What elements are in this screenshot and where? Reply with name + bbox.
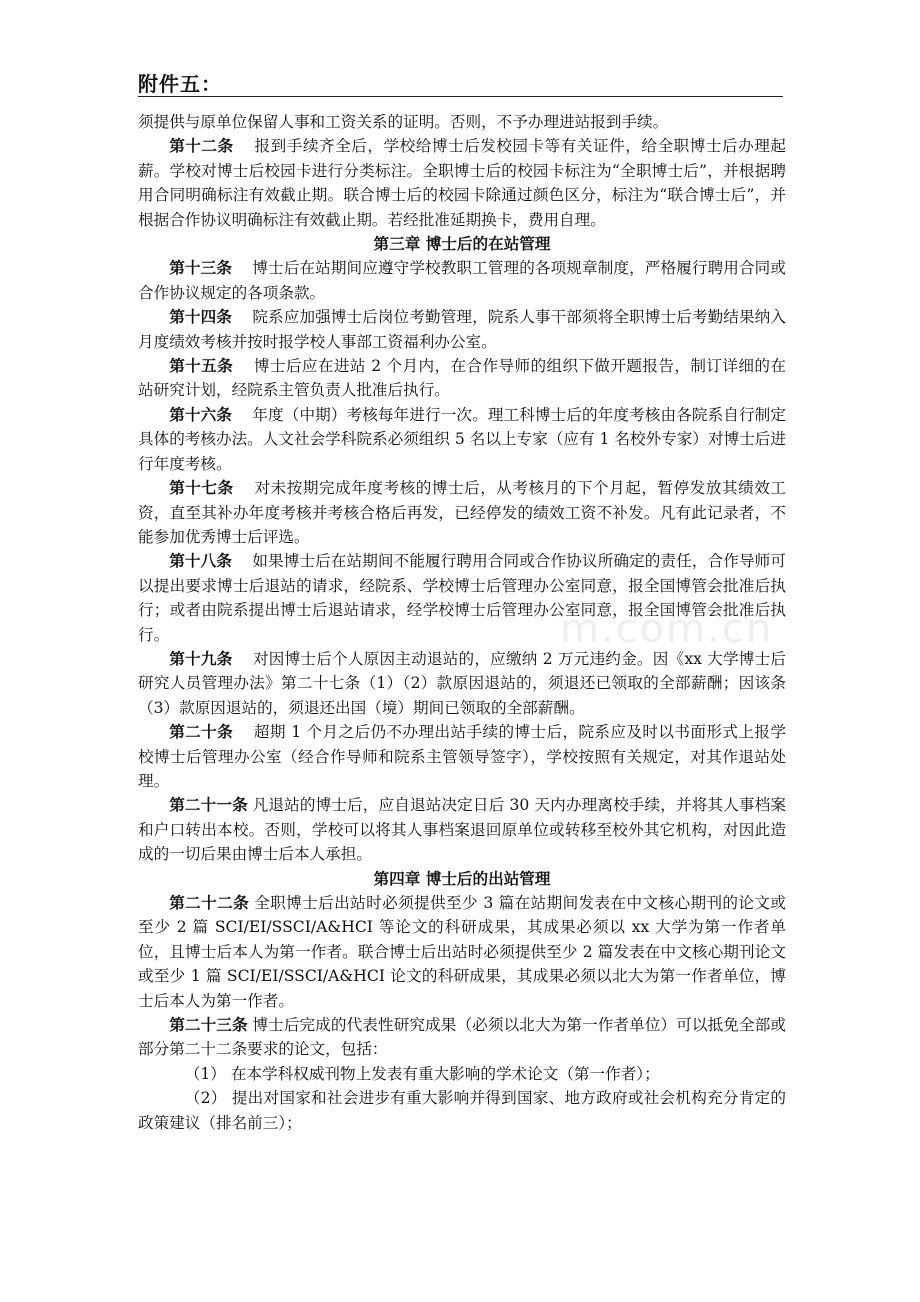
article-paragraph	[138, 720, 786, 793]
article-number: 第十二条	[169, 137, 234, 156]
watermark: m.com.cn	[560, 606, 774, 652]
article-paragraph	[138, 891, 786, 1013]
article-number: 第二十二条	[169, 894, 250, 912]
article-paragraph	[138, 305, 786, 354]
article-paragraph	[138, 403, 786, 476]
article-number: 第十八条	[169, 552, 232, 571]
attachment-label: 附件五：	[138, 72, 222, 96]
article-number: 第二十一条	[169, 796, 248, 815]
document-body	[138, 110, 786, 1135]
article-number: 第二十三条	[169, 1016, 248, 1035]
article-text: 博士后在站期间应遵守学校教职工管理的各项规章制度，严格履行聘用合同或合作协议规定的各项条款。	[138, 259, 786, 302]
article-paragraph	[138, 1013, 786, 1062]
article-text: 年度（中期）考核每年进行一次。理工科博士后的年度考核由各院系自行制定具体的考核办法。人文社会学科院系必须组织 5 名以上专家（应有 1 名校外专家）对博士后进行年度考核。	[138, 405, 786, 473]
article-number: 第十九条	[169, 649, 233, 668]
article-text: 对因博士后个人原因主动退站的，应缴纳 2 万元违约金。因《xx 大学博士后研究人员管理办法》第二十七条（1）（2）款原因退站的，须退还已领取的全部薪酬；因该条（3）款原因退站的，须退还出国（境）期间已领取的全部薪酬。	[138, 649, 786, 717]
continued-paragraph: 须提供与原单位保留人事和工资关系的证明。否则，不予办理进站报到手续。	[138, 113, 669, 131]
article-number: 第十七条	[169, 479, 234, 498]
page-header	[138, 64, 783, 97]
article-paragraph	[138, 647, 786, 720]
article-text: 超期 1 个月之后仍不办理出站手续的博士后，院系应及时以书面形式上报学校博士后管理办公室（经合作导师和院系主管领导签字），学校按照有关规定，对其作退站处理。	[138, 723, 786, 790]
article-text: 报到手续齐全后，学校给博士后发校园卡等有关证件，给全职博士后办理起薪。学校对博士后校园卡进行分类标注。全职博士后的校园卡标注为“全职博士后”，并根据聘用合同明确标注有效截止期。联合博士后的校园卡除通过颜色区分，标注为“联合博士后”，并根据合作协议明确标注有效截止期。若经批准延期换卡，费用自理。	[138, 137, 786, 229]
article-paragraph	[138, 354, 786, 403]
article-text: 全职博士后出站时必须提供至少 3 篇在站期间发表在中文核心期刊的论文或至少 2 篇 SCI/EI/SSCI/A&HCI 等论文的科研成果，其成果必须以 xx 大学为第一作者单位，且博士后本人为第一作者。联合博士后出站时必须提供至少 2 篇发表在中文核心期刊论文或至少 1 篇 SCI/EI/SSCI/A&HCI 论文的科研成果，其成果必须以北大为第一作者单位，博士后本人为第一作者。	[138, 894, 786, 1010]
chapter-heading: 第四章 博士后的出站管理	[373, 869, 551, 888]
article-paragraph	[138, 476, 786, 549]
list-item: （1） 在本学科权威刊物上发表有重大影响的学术论文（第一作者）；	[184, 1064, 660, 1083]
article-number: 第二十条	[169, 723, 234, 742]
article-text: 凡退站的博士后，应自退站决定日后 30 天内办理离校手续，并将其人事档案和户口转出本校。否则，学校可以将其人事档案退回原单位或转移至校外其它机构，对因此造成的一切后果由博士后本人承担。	[138, 796, 786, 864]
article-paragraph	[138, 549, 786, 647]
article-paragraph	[138, 256, 786, 305]
article-number: 第十三条	[169, 259, 232, 278]
chapter-heading: 第三章 博士后的在站管理	[373, 235, 551, 254]
article-text: 博士后完成的代表性研究成果（必须以北大为第一作者单位）可以抵免全部或部分第二十二条要求的论文，包括：	[138, 1016, 786, 1059]
article-text: 如果博士后在站期间不能履行聘用合同或合作协议所确定的责任，合作导师可以提出要求博士后退站的请求，经院系、学校博士后管理办公室同意，报全国博管会批准后执行；或者由院系提出博士后退站请求，经学校博士后管理办公室同意，报全国博管会批准后执行。	[138, 552, 786, 644]
article-paragraph	[138, 793, 786, 866]
list-item: （2） 提出对国家和社会进步有重大影响并得到国家、地方政府或社会机构充分肯定的政策建议（排名前三）；	[138, 1089, 786, 1132]
article-text: 对未按期完成年度考核的博士后，从考核月的下个月起，暂停发放其绩效工资，直至其补办年度考核并考核合格后再发，已经停发的绩效工资不补发。凡有此记录者，不能参加优秀博士后评选。	[138, 479, 786, 546]
article-number: 第十五条	[169, 357, 234, 376]
article-number: 第十六条	[169, 405, 232, 424]
article-number: 第十四条	[169, 308, 232, 327]
article-text: 博士后应在进站 2 个月内，在合作导师的组织下做开题报告，制订详细的在站研究计划，经院系主管负责人批准后执行。	[138, 357, 786, 400]
article-paragraph	[138, 134, 786, 232]
article-text: 院系应加强博士后岗位考勤管理，院系人事干部须将全职博士后考勤结果纳入月度绩效考核并按时报学校人事部工资福利办公室。	[138, 308, 786, 351]
